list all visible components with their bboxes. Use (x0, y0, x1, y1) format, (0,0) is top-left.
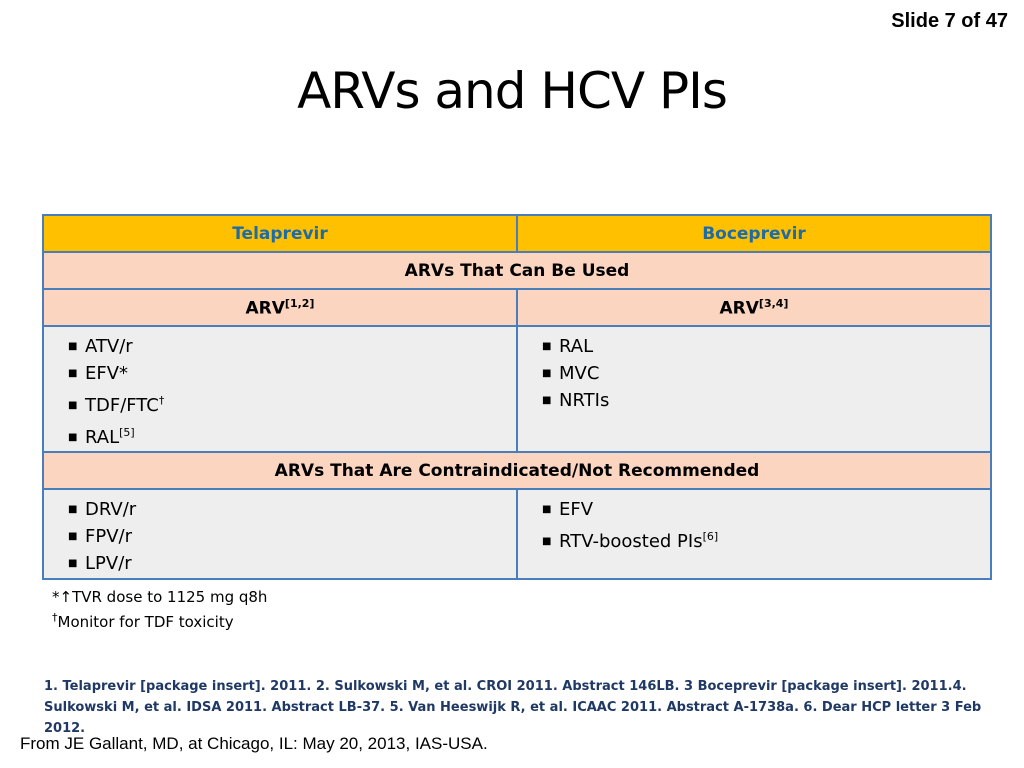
item-text: DRV/r (85, 499, 137, 520)
item-text: ATV/r (85, 336, 133, 357)
item-text: TDF/FTC (85, 395, 159, 416)
square-bullet-icon: ■ (68, 531, 78, 542)
slide-counter: Slide 7 of 47 (891, 10, 1008, 32)
square-bullet-icon: ■ (542, 536, 552, 547)
references: 1. Telaprevir [package insert]. 2011. 2. Sulkowski M, et al. CROI 2011. Abstract 146LB. 3 Boceprevir [package insert]. 2011.4. Sulkowski M, et al. IDSA 2011. Abstract LB-37. 5. Van Heeswijk R, et al. ICAAC 2011. Abstract A-1738a. 6. Dear HCP letter 3 Feb 2012. (44, 679, 982, 736)
square-bullet-icon: ■ (542, 368, 552, 379)
list-item (68, 387, 516, 419)
boceprevir-header: Boceprevir (517, 215, 991, 252)
item-text: RAL (85, 427, 120, 448)
square-bullet-icon: ■ (542, 504, 552, 515)
item-superscript: † (158, 394, 165, 407)
list-item (68, 523, 516, 550)
list-item (542, 496, 990, 523)
list-item (68, 360, 516, 387)
source-line: From JE Gallant, MD, at Chicago, IL: May 20, 2013, IAS-USA. (20, 734, 488, 753)
square-bullet-icon: ■ (68, 504, 78, 515)
item-superscript: [6] (702, 530, 719, 543)
item-text: LPV/r (85, 553, 132, 574)
section-can-be-used: ARVs That Can Be Used (43, 252, 991, 289)
item-superscript: [5] (119, 426, 135, 439)
item-text: RAL (559, 336, 594, 357)
square-bullet-icon: ■ (68, 341, 78, 352)
list-item (68, 419, 516, 451)
footnote-tvr-dose: *↑TVR dose to 1125 mg q8h (52, 588, 268, 606)
item-text: RTV-boosted PIs (559, 531, 703, 552)
item-text: EFV* (85, 363, 129, 384)
list-item (542, 333, 990, 360)
boceprevir-contra-cell (517, 489, 991, 579)
list-item (542, 387, 990, 414)
slide-title: ARVs and HCV PIs (297, 62, 727, 120)
item-text: FPV/r (85, 526, 132, 547)
footnote-tdf-toxicity: †Monitor for TDF toxicity (52, 611, 234, 631)
square-bullet-icon: ■ (68, 400, 78, 411)
square-bullet-icon: ■ (68, 558, 78, 569)
boceprevir-arv-subheader: ARV[3,4] (517, 289, 991, 326)
square-bullet-icon: ■ (68, 432, 78, 443)
telaprevir-can-use-cell (43, 326, 517, 452)
list-item (68, 496, 516, 523)
list-item (68, 550, 516, 577)
item-text: NRTIs (559, 390, 610, 411)
boceprevir-can-use-cell (517, 326, 991, 452)
telaprevir-arv-subheader: ARV[1,2] (43, 289, 517, 326)
square-bullet-icon: ■ (68, 368, 78, 379)
square-bullet-icon: ■ (542, 395, 552, 406)
telaprevir-header: Telaprevir (43, 215, 517, 252)
section-contraindicated: ARVs That Are Contraindicated/Not Recommended (43, 452, 991, 489)
telaprevir-contra-cell (43, 489, 517, 579)
item-text: EFV (559, 499, 594, 520)
list-item (542, 523, 990, 555)
item-text: MVC (559, 363, 600, 384)
list-item (542, 360, 990, 387)
list-item (68, 333, 516, 360)
square-bullet-icon: ■ (542, 341, 552, 352)
arv-hcv-table (42, 214, 992, 580)
